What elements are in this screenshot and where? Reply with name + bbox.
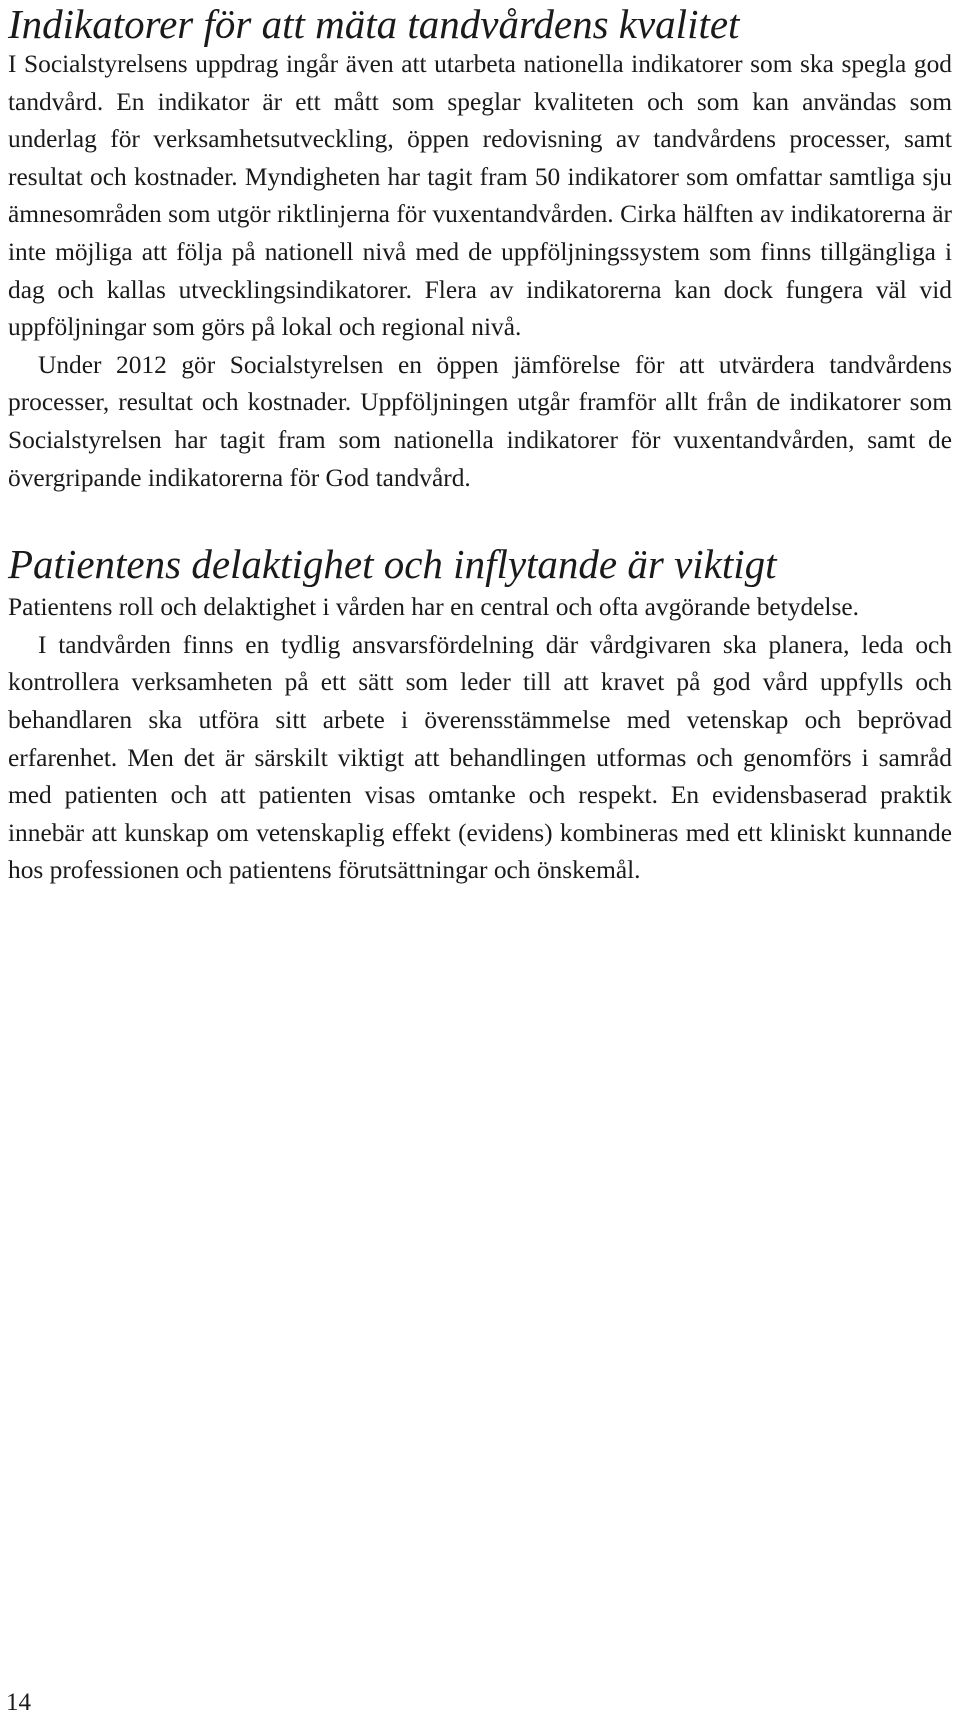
paragraph-patient-role: Patientens roll och delaktighet i vården har en central och ofta avgörande betydelse. xyxy=(8,593,859,622)
section-heading-indicators: Indikatorer för att mäta tandvårdens kvalitet xyxy=(8,1,740,47)
paragraph-responsibility-division: I tandvården finns en tydlig ansvarsfördelning där vårdgivaren ska planera, leda och kontrollera verksamheten på ett sätt som leder till att kravet på god vård uppfylls och behandlaren ska utföra sitt arbete i överensstämmelse med vetenskap och beprövad erfarenhet. Men det är särskilt viktigt att behandlingen utformas och genomförs i samråd med patienten och att patienten visas omtanke och respekt. En evidensbaserad praktik innebär att kunskap om vetenskaplig effekt (evidens) kombineras med ett kliniskt kunnande hos professionen och patientens förutsättningar och önskemål. xyxy=(8,630,952,885)
section-heading-patient-participation: Patientens delaktighet och inflytande är viktigt xyxy=(8,541,777,588)
document-page xyxy=(8,0,952,890)
page-number: 14 xyxy=(6,1689,31,1716)
paragraph-indicators-intro: I Socialstyrelsens uppdrag ingår även att utarbeta nationella indikatorer som ska spegla god tandvård. En indikator är ett mått som speglar kvaliteten och som kan användas som underlag för verksamhetsutveckling, öppen redovisning av tandvårdens processer, samt resultat och kostnader. Myndigheten har tagit fram 50 indikatorer som omfattar samtliga sju ämnesområden som utgör riktlinjerna för vuxentandvården. Cirka hälften av indikatorerna är inte möjliga att följa på nationell nivå med de uppföljningssystem som finns tillgängliga i dag och kallas utvecklingsindikatorer. Flera av indikatorerna kan dock fungera väl vid uppföljningar som görs på lokal och regional nivå. xyxy=(8,50,952,342)
paragraph-open-comparison-2012: Under 2012 gör Socialstyrelsen en öppen jämförelse för att utvärdera tandvårdens processer, resultat och kostnader. Uppföljningen utgår framför allt från de indikatorer som Socialstyrelsen har tagit fram som nationella indikatorer för vuxentandvården, samt de övergripande indikatorerna för God tandvård. xyxy=(8,350,952,492)
